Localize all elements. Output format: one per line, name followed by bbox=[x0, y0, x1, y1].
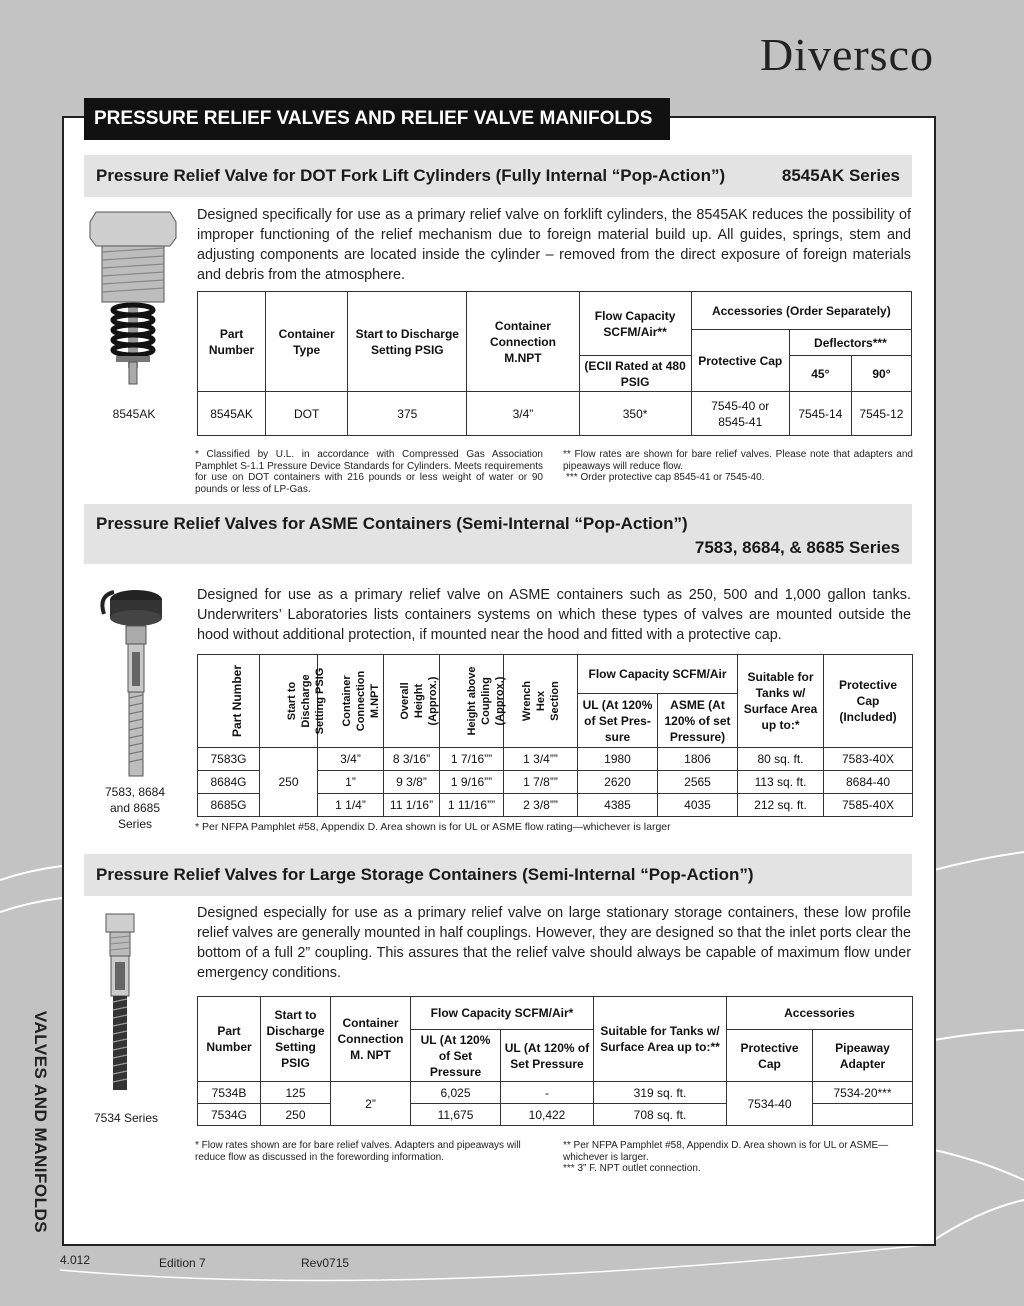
section2-caption: 7583, 8684 and 8685 Series bbox=[104, 785, 166, 831]
cell-hex: 1 7/8”” bbox=[504, 771, 578, 794]
col-start-discharge: Start to Discharge Setting PSIG bbox=[261, 997, 331, 1082]
col-overall-height-label: Overall Height (Approx.) bbox=[399, 676, 439, 725]
cell-setting: 250 bbox=[260, 748, 318, 817]
section1-caption: 8545AK bbox=[112, 407, 156, 421]
footer-revision: Rev0715 bbox=[301, 1256, 350, 1270]
brand-logo: Diversco bbox=[759, 29, 934, 80]
cell-ul: 11,675 bbox=[411, 1104, 501, 1126]
section2-description: Designed for use as a primary relief valve on ASME containers such as 250, 500 and 1,000 gallon tanks. Underwriters’ Laboratories lists containers systems on which these types of valves are mounted outside the hood without additional protection, if mounted near the hood and fitted with a protective cap. bbox=[197, 587, 911, 643]
col-container-connection bbox=[318, 655, 384, 748]
col-height-above-label: Height above Coupling (Approx.) bbox=[466, 665, 506, 736]
col-container-connection: Container Connection M. NPT bbox=[331, 997, 411, 1082]
cell-part: 7534B bbox=[198, 1082, 261, 1104]
section3-caption: 7534 Series bbox=[93, 1111, 159, 1125]
section3-description: Designed especially for use as a primary relief valve on large stationary storage containers, these low profile relief valves are generally mounted in half couplings. However, they are designed so that the inlet ports clear the bottom of a full 2” coupling. This assures that the relief valve should always be capable of maximum flow under emergency conditions. bbox=[197, 905, 911, 981]
cell-area: 212 sq. ft. bbox=[738, 794, 824, 817]
col-overall-height bbox=[384, 655, 440, 748]
col-wrench-hex bbox=[504, 655, 578, 748]
col-wrench-hex-label: Wrench Hex Section bbox=[520, 680, 561, 721]
cell-overall: 11 1/16” bbox=[384, 794, 440, 817]
cell-ul: 2620 bbox=[578, 771, 658, 794]
cell-setting: 375 bbox=[348, 392, 467, 436]
cell-part: 7583G bbox=[198, 748, 260, 771]
side-label bbox=[22, 1000, 58, 1244]
cell-connection: 2” bbox=[331, 1082, 411, 1126]
cell-above: 1 7/16”” bbox=[440, 748, 504, 771]
cell-ul: 6,025 bbox=[411, 1082, 501, 1104]
section2-title: Pressure Relief Valves for ASME Containers (Semi-Internal “Pop-Action”) bbox=[96, 514, 688, 533]
cell-connection: 1” bbox=[318, 771, 384, 794]
section3-note-right-2: *** 3” F. NPT outlet connection. bbox=[563, 1163, 701, 1174]
section3-note-right-1: ** Per NFPA Pamphlet #58, Appendix D. Area shown is for UL or ASME—whichever is larger. bbox=[563, 1140, 889, 1163]
col-container-type: Container Type bbox=[266, 292, 348, 392]
table-row bbox=[198, 748, 913, 771]
cell-above: 1 9/16”” bbox=[440, 771, 504, 794]
cell-connection: 1 1/4” bbox=[318, 794, 384, 817]
cell-pipeaway: 7534-20*** bbox=[813, 1082, 913, 1104]
section2-note: * Per NFPA Pamphlet #58, Appendix D. Area shown is for UL or ASME flow rating—whichever is larger bbox=[195, 821, 671, 833]
cell-ul: 1980 bbox=[578, 748, 658, 771]
section3-table bbox=[197, 996, 913, 1126]
col-accessories: Accessories bbox=[727, 997, 913, 1030]
cell-cap: 8684-40 bbox=[824, 771, 913, 794]
cell-flow: 350* bbox=[579, 392, 691, 436]
section3-title-bar bbox=[84, 854, 912, 896]
col-deflector-90: 90° bbox=[851, 356, 911, 392]
col-start-discharge bbox=[260, 655, 326, 748]
cell-cap: 7534-40 bbox=[727, 1082, 813, 1126]
section2-table bbox=[197, 654, 913, 817]
col-flow-capacity: Flow Capacity SCFM/Air* bbox=[411, 997, 594, 1030]
section1-description: Designed specifically for use as a primary relief valve on forklift cylinders, the 8545AK reduces the possibility of improper functioning of the relief mechanism due to foreign material build up. All guides, springs, stem and adjusting components are located inside the cylinder – removed from the direct exposure of foreign materials and debris from the atmosphere. bbox=[197, 207, 911, 283]
col-suitable: Suitable for Tanks w/ Surface Area up to:* bbox=[738, 655, 824, 748]
col-start-discharge-label: Start to Discharge Setting PSIG bbox=[286, 667, 326, 734]
col-ul-2: UL (At 120% of Set Pressure bbox=[501, 1030, 594, 1082]
col-container-connection: Container Connection M.NPT bbox=[467, 292, 579, 392]
cell-deflector-90: 7545-12 bbox=[851, 392, 911, 436]
col-container-connection-label: Container Connection M.NPT bbox=[341, 670, 381, 731]
col-deflector-45: 45° bbox=[789, 356, 851, 392]
col-protective-cap: Protective Cap bbox=[691, 330, 789, 392]
col-ul: UL (At 120% of Set Pressure bbox=[411, 1030, 501, 1082]
cell-cap: 7545-40 or 8545-41 bbox=[691, 392, 789, 436]
section2-series: 7583, 8684, & 8685 Series bbox=[694, 538, 900, 557]
col-protective-cap: Protective Cap (Included) bbox=[824, 655, 913, 748]
col-suitable: Suitable for Tanks w/ Surface Area up to:** bbox=[594, 997, 727, 1082]
section1-note-left: * Classified by U.L. in accordance with Compressed Gas Association Pamphlet S-1.1 Pressure Device Standards for Cylinders. Meets requirements for use on DOT containers with 216 pounds or less weight of water or 90 pounds or less of LP-Gas. bbox=[195, 449, 543, 495]
cell-area: 708 sq. ft. bbox=[594, 1104, 727, 1126]
cell-asme: 1806 bbox=[658, 748, 738, 771]
footer-edition: Edition 7 bbox=[159, 1256, 206, 1270]
cell-area: 80 sq. ft. bbox=[738, 748, 824, 771]
cell-area: 113 sq. ft. bbox=[738, 771, 824, 794]
col-flow-capacity: Flow Capacity SCFM/Air bbox=[578, 655, 738, 694]
cell-connection: 3/4” bbox=[467, 392, 579, 436]
section1-note-right-2: *** Order protective cap 8545-41 or 7545-40. bbox=[566, 472, 765, 483]
cell-overall: 8 3/16” bbox=[384, 748, 440, 771]
cell-ul-2: 10,422 bbox=[501, 1104, 594, 1126]
col-part-number: Part Number bbox=[198, 997, 261, 1082]
side-label-text: VALVES AND MANIFOLDS bbox=[31, 1010, 50, 1234]
cell-asme: 4035 bbox=[658, 794, 738, 817]
cell-ul-2: - bbox=[501, 1082, 594, 1104]
col-accessories: Accessories (Order Separately) bbox=[691, 292, 911, 330]
section3-note-left: * Flow rates shown are for bare relief valves. Adapters and pipeaways will reduce flow as discussed in the forewording information. bbox=[195, 1140, 521, 1163]
section1-series: 8545AK Series bbox=[781, 166, 900, 185]
cell-ul: 4385 bbox=[578, 794, 658, 817]
cell-part: 8545AK bbox=[198, 392, 266, 436]
cell-cap: 7583-40X bbox=[824, 748, 913, 771]
section1-note-right-1: ** Flow rates are shown for bare relief valves. Please note that adapters and pipeaways will reduce flow. bbox=[563, 449, 913, 472]
col-height-above bbox=[440, 655, 504, 748]
col-part-number bbox=[198, 655, 260, 748]
cell-setting: 125 bbox=[261, 1082, 331, 1104]
table-row bbox=[198, 1082, 913, 1104]
section3-title: Pressure Relief Valves for Large Storage Containers (Semi-Internal “Pop-Action”) bbox=[96, 865, 754, 884]
col-flow-capacity: Flow Capacity SCFM/Air** bbox=[579, 292, 691, 356]
section2-title-bar bbox=[84, 504, 912, 564]
col-pipeaway: Pipeaway Adapter bbox=[813, 1030, 913, 1082]
col-asme: ASME (At 120% of set Pressure) bbox=[658, 694, 738, 748]
cell-deflector-45: 7545-14 bbox=[789, 392, 851, 436]
cell-hex: 2 3/8”” bbox=[504, 794, 578, 817]
col-part-number: Part Number bbox=[198, 292, 266, 392]
cell-type: DOT bbox=[266, 392, 348, 436]
cell-cap: 7585-40X bbox=[824, 794, 913, 817]
section1-title: Pressure Relief Valve for DOT Fork Lift Cylinders (Fully Internal “Pop-Action”) bbox=[96, 166, 726, 185]
main-header: PRESSURE RELIEF VALVES AND RELIEF VALVE MANIFOLDS bbox=[84, 98, 670, 140]
valve-8545ak-image bbox=[88, 208, 178, 388]
valve-7583-image bbox=[96, 586, 166, 786]
valve-7534-image bbox=[100, 912, 140, 1098]
section1-title-bar bbox=[84, 155, 912, 197]
col-part-number-label: Part Number bbox=[230, 664, 245, 738]
cell-overall: 9 3/8” bbox=[384, 771, 440, 794]
section1-table bbox=[197, 291, 912, 436]
col-start-discharge: Start to Discharge Setting PSIG bbox=[348, 292, 467, 392]
cell-pipeaway bbox=[813, 1104, 913, 1126]
cell-connection: 3/4” bbox=[318, 748, 384, 771]
col-flow-rated: (ECII Rated at 480 PSIG bbox=[579, 356, 691, 392]
cell-area: 319 sq. ft. bbox=[594, 1082, 727, 1104]
col-ul: UL (At 120% of Set Pres-sure bbox=[578, 694, 658, 748]
cell-above: 1 11/16”” bbox=[440, 794, 504, 817]
cell-part: 7534G bbox=[198, 1104, 261, 1126]
cell-asme: 2565 bbox=[658, 771, 738, 794]
footer-page-number: 4.012 bbox=[60, 1253, 91, 1267]
cell-part: 8684G bbox=[198, 771, 260, 794]
col-deflectors: Deflectors*** bbox=[789, 330, 911, 356]
table-row bbox=[198, 392, 912, 436]
cell-setting: 250 bbox=[261, 1104, 331, 1126]
col-protective-cap: Protective Cap bbox=[727, 1030, 813, 1082]
cell-part: 8685G bbox=[198, 794, 260, 817]
cell-hex: 1 3/4”” bbox=[504, 748, 578, 771]
